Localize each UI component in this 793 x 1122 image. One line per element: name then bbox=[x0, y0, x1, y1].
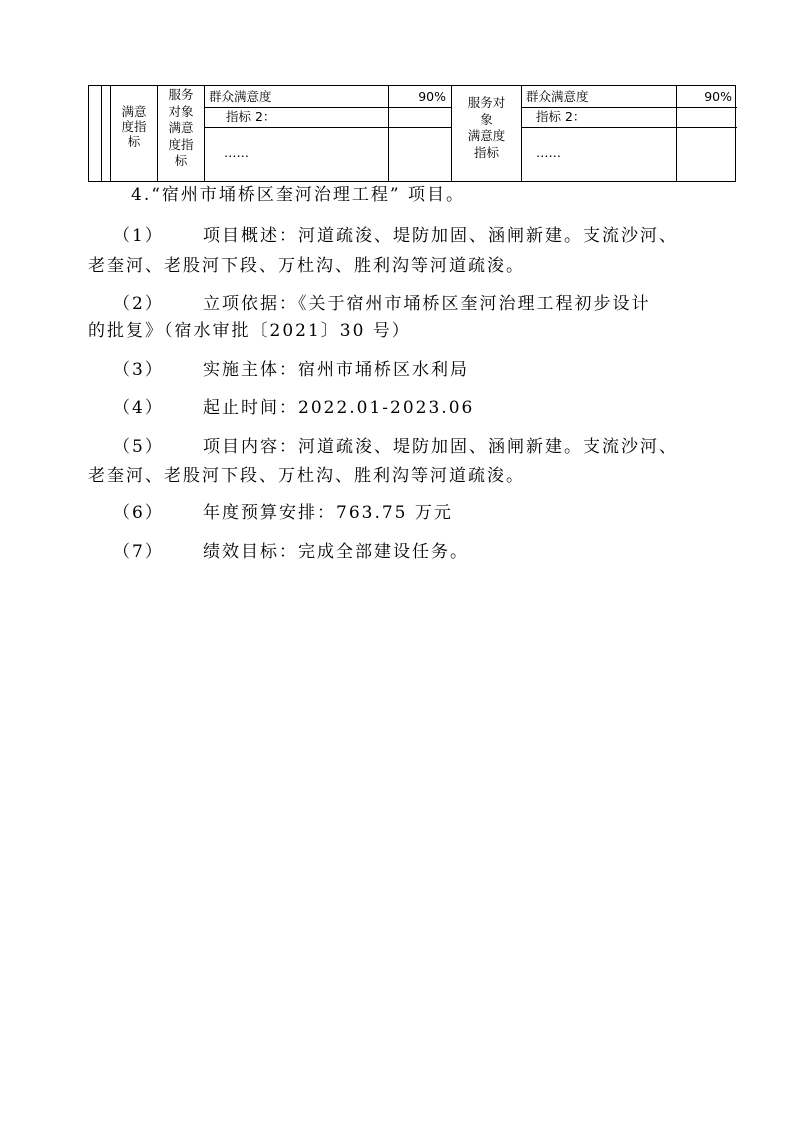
table-divider bbox=[521, 86, 522, 181]
item-text: 老奎河、老股河下段、万杜沟、胜利沟等河道疏浚。 bbox=[88, 256, 525, 276]
subcategory-line: 满意度 bbox=[467, 128, 506, 143]
subcategory-label-right bbox=[452, 95, 521, 161]
subcategory-line: 服务 bbox=[168, 87, 194, 102]
indicator-name: …… bbox=[536, 145, 561, 160]
item-text: 起止时间：2022.01-2023.06 bbox=[203, 398, 475, 418]
category-label-line: 度指 bbox=[121, 119, 147, 134]
subcategory-line: 满意 bbox=[168, 120, 194, 135]
subcategory-line: 对象 bbox=[168, 103, 194, 119]
item-text: 实施主体：宿州市埇桥区水利局 bbox=[203, 360, 469, 380]
indicator-name: 群众满意度 bbox=[526, 89, 589, 104]
item-label: （1） bbox=[113, 226, 164, 246]
table-divider bbox=[101, 86, 102, 181]
category-label-line: 满意 bbox=[121, 104, 147, 119]
item-text: 老奎河、老股河下段、万杜沟、胜利沟等河道疏浚。 bbox=[88, 466, 525, 486]
subcategory-line: 服务对 bbox=[467, 95, 506, 110]
item-label: （3） bbox=[113, 360, 164, 380]
table-divider bbox=[204, 127, 451, 128]
item-text: 绩效目标：完成全部建设任务。 bbox=[203, 542, 469, 562]
category-label bbox=[111, 104, 157, 149]
indicator-name: 群众满意度 bbox=[209, 89, 272, 104]
indicator-value: 90% bbox=[418, 89, 446, 104]
item-label: （5） bbox=[113, 437, 164, 457]
subcategory-label-left bbox=[158, 87, 204, 170]
item-text: 项目内容：河道疏浚、堤防加固、涵闸新建。支流沙河、 bbox=[203, 437, 678, 457]
item-text: 项目概述：河道疏浚、堤防加固、涵闸新建。支流沙河、 bbox=[203, 226, 678, 246]
subcategory-line: 象 bbox=[480, 111, 493, 127]
indicator-name: 指标 2： bbox=[226, 109, 276, 124]
item-label: （2） bbox=[113, 294, 164, 314]
indicator-name: 指标 2： bbox=[536, 109, 586, 124]
subcategory-line: 标 bbox=[174, 153, 188, 168]
item-text: 的批复》（宿水审批〔2021〕30 号） bbox=[88, 321, 411, 341]
project-heading: 4.“宿州市埇桥区奎河治理工程” 项目。 bbox=[131, 185, 466, 205]
subcategory-line: 度指 bbox=[168, 136, 194, 152]
table-divider bbox=[204, 86, 205, 181]
item-label: （7） bbox=[113, 542, 164, 562]
table-divider bbox=[521, 127, 737, 128]
item-label: （6） bbox=[113, 503, 164, 523]
indicator-value: 90% bbox=[704, 89, 732, 104]
category-label-line: 标 bbox=[127, 134, 141, 149]
item-text: 立项依据：《关于宿州市埇桥区奎河治理工程初步设计 bbox=[203, 294, 651, 314]
table-divider bbox=[204, 107, 451, 108]
performance-indicator-table bbox=[88, 85, 736, 182]
table-divider bbox=[521, 107, 737, 108]
item-label: （4） bbox=[113, 398, 164, 418]
subcategory-line: 指标 bbox=[473, 144, 499, 160]
indicator-name: …… bbox=[224, 145, 249, 160]
item-text: 年度预算安排：763.75 万元 bbox=[203, 503, 453, 523]
